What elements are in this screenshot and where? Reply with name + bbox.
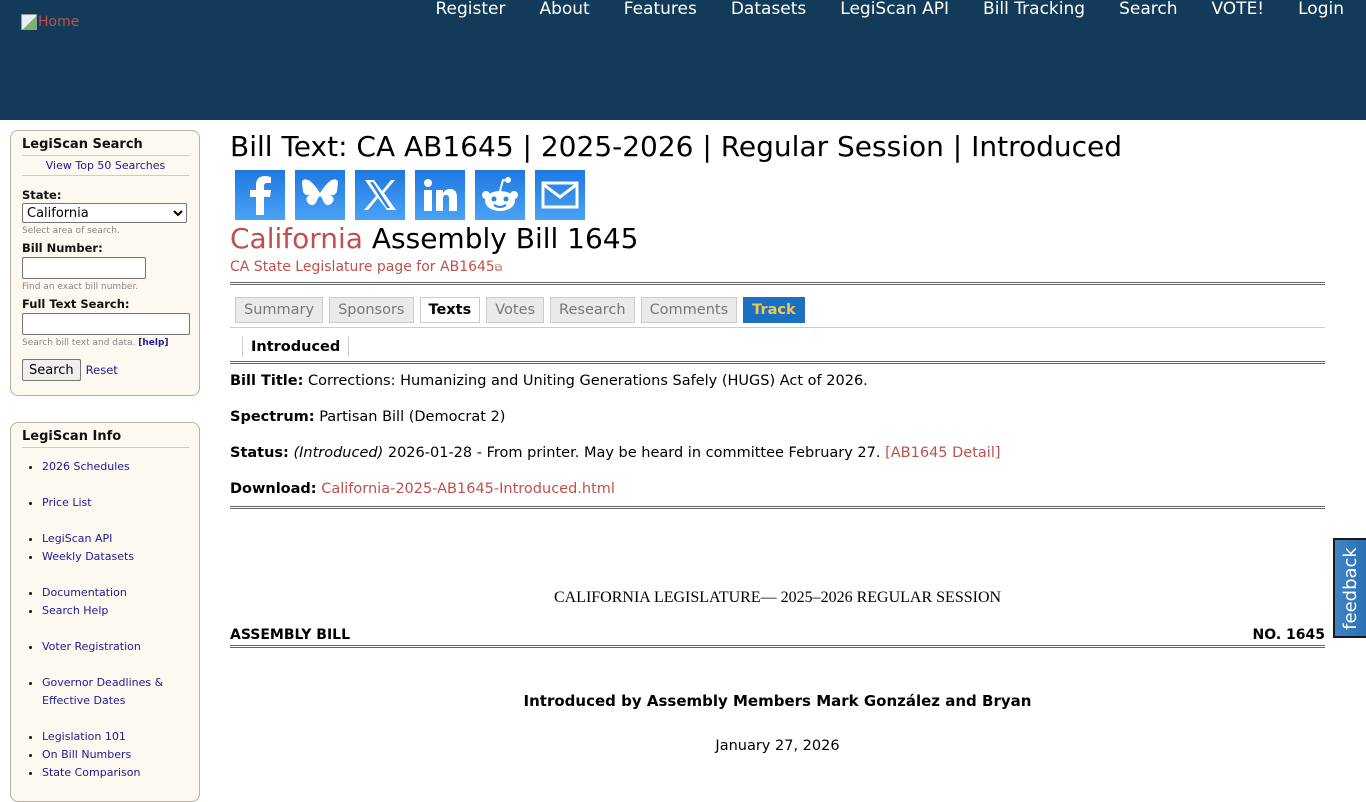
nav-about[interactable]: About [539,0,590,19]
divider [230,361,1325,364]
tab-divider [230,327,1325,328]
info-link-weekly-datasets[interactable]: Weekly Datasets [42,550,135,563]
tab-sponsors[interactable]: Sponsors [329,297,413,323]
tab-track[interactable]: Track [743,297,804,323]
bill-name: Assembly Bill 1645 [371,222,639,255]
bill-number-label: NO. 1645 [1252,627,1325,643]
help-link[interactable]: [help] [138,338,169,348]
search-button[interactable]: Search [22,359,81,381]
email-envelope-icon [541,181,579,209]
bill-heading [230,222,1325,256]
bill-title-label: Bill Title: [230,373,304,389]
assembly-bill-label: ASSEMBLY BILL [230,627,351,643]
tab-comments[interactable]: Comments [641,297,738,323]
status-field [230,444,1325,462]
bill-title-field [230,372,1325,390]
list-item [42,746,189,764]
spectrum-field [230,408,1325,426]
legiscan-info-box [10,422,200,802]
state-legislature-link-text: CA State Legislature page for AB1645 [230,259,495,275]
facebook-icon [245,175,275,215]
download-link[interactable]: California-2025-AB1645-Introduced.html [321,481,615,497]
spectrum-label: Spectrum: [230,409,315,425]
download-field [230,480,1325,498]
share-linkedin-button[interactable] [415,170,465,220]
nav-datasets[interactable]: Datasets [730,0,807,19]
full-text-label: Full Text Search: [22,297,130,311]
status-value: 2026-01-28 - From printer. May be heard in committee February 27. [387,445,881,461]
tab-votes[interactable]: Votes [486,297,544,323]
share-x-button[interactable] [355,170,405,220]
list-item [42,602,189,620]
share-bluesky-button[interactable] [295,170,345,220]
tab-summary[interactable]: Summary [235,297,323,323]
share-facebook-button[interactable] [235,170,285,220]
state-legislature-link[interactable] [230,259,502,275]
spectrum-value: Partisan Bill (Democrat 2) [319,409,506,425]
introduced-by: Introduced by Assembly Members Mark González and Bryan [523,692,1032,710]
broken-image-icon [21,14,37,30]
list-item [42,764,189,782]
status-stage: (Introduced) [293,445,384,461]
bill-number-input[interactable] [22,257,146,279]
share-buttons [235,170,1325,220]
list-item [42,728,189,746]
site-header [0,0,1366,120]
info-link-legislation-101[interactable]: Legislation 101 [42,730,126,743]
info-link-2026-schedules[interactable]: 2026 Schedules [42,460,130,473]
list-item [42,458,189,476]
list-item [42,494,189,512]
top-50-searches-link[interactable]: View Top 50 Searches [22,156,189,176]
nav-register[interactable]: Register [435,0,506,19]
list-item [42,530,189,548]
info-link-state-comparison[interactable]: State Comparison [42,766,141,779]
info-link-documentation[interactable]: Documentation [42,586,127,599]
nav-legiscan-api[interactable]: LegiScan API [840,0,950,19]
divider [230,282,1325,285]
bill-state: California [230,222,363,255]
bill-detail-link[interactable]: [AB1645 Detail] [885,445,1001,461]
full-text-input[interactable] [22,313,190,335]
main-content [230,128,1325,754]
feedback-label: feedback [1340,546,1361,630]
reddit-icon [480,176,520,214]
external-link-icon: ⧉ [494,263,502,274]
download-label: Download: [230,481,317,497]
divider [230,506,1325,509]
full-text-hint [22,338,189,348]
info-link-voter-registration[interactable]: Voter Registration [42,640,141,653]
reset-link[interactable]: Reset [85,363,118,377]
feedback-tab[interactable] [1333,538,1366,638]
nav-search[interactable]: Search [1119,0,1178,19]
tab-research[interactable]: Research [550,297,635,323]
full-text-hint-text: Search bill text and data. [22,338,136,348]
nav-vote[interactable]: VOTE! [1211,0,1265,19]
list-item [42,674,172,710]
introduced-date: January 27, 2026 [715,738,840,754]
info-list [22,458,189,782]
subtab-introduced[interactable]: Introduced [242,337,349,357]
nav-bill-tracking[interactable]: Bill Tracking [983,0,1086,19]
state-hint: Select area of search. [22,226,120,236]
home-alt-text: Home [38,14,80,30]
text-version-tabs [242,337,1325,357]
nav-features[interactable]: Features [623,0,697,19]
divider [230,645,1325,648]
tab-texts[interactable]: Texts [420,297,481,323]
list-item [42,548,189,566]
state-select[interactable] [22,203,187,223]
info-link-on-bill-numbers[interactable]: On Bill Numbers [42,748,132,761]
info-box-title: LegiScan Info [22,429,189,448]
bill-fields [230,372,1325,498]
status-label: Status: [230,445,289,461]
top-nav [418,0,1366,22]
bill-tabs [235,297,1325,323]
home-logo-link[interactable] [21,14,79,30]
search-box-title: LegiScan Search [22,137,189,156]
info-link-legiscan-api[interactable]: LegiScan API [42,532,113,545]
bill-number-label: Bill Number: [22,241,103,255]
bluesky-butterfly-icon [302,179,338,211]
info-link-price-list[interactable]: Price List [42,496,92,509]
legiscan-search-box [10,130,200,396]
share-email-button[interactable] [535,170,585,220]
info-link-search-help[interactable]: Search Help [42,604,109,617]
linkedin-icon [423,178,457,212]
nav-login[interactable]: Login [1298,0,1344,19]
list-item [42,638,189,656]
x-logo-icon [363,178,397,212]
share-reddit-button[interactable] [475,170,525,220]
bill-number-hint: Find an exact bill number. [22,282,139,292]
page-title: Bill Text: CA AB1645 | 2025-2026 | Regular Session | Introduced [230,130,1123,163]
bill-title-value: Corrections: Humanizing and Uniting Generations Safely (HUGS) Act of 2026. [308,373,868,389]
info-link-governor-deadlines[interactable]: Governor Deadlines & Effective Dates [42,676,164,707]
state-label: State: [22,188,62,202]
document-header: CALIFORNIA LEGISLATURE— 2025–2026 REGULAR SESSION [553,589,1002,606]
assembly-bill-row [230,627,1325,645]
list-item [42,584,189,602]
